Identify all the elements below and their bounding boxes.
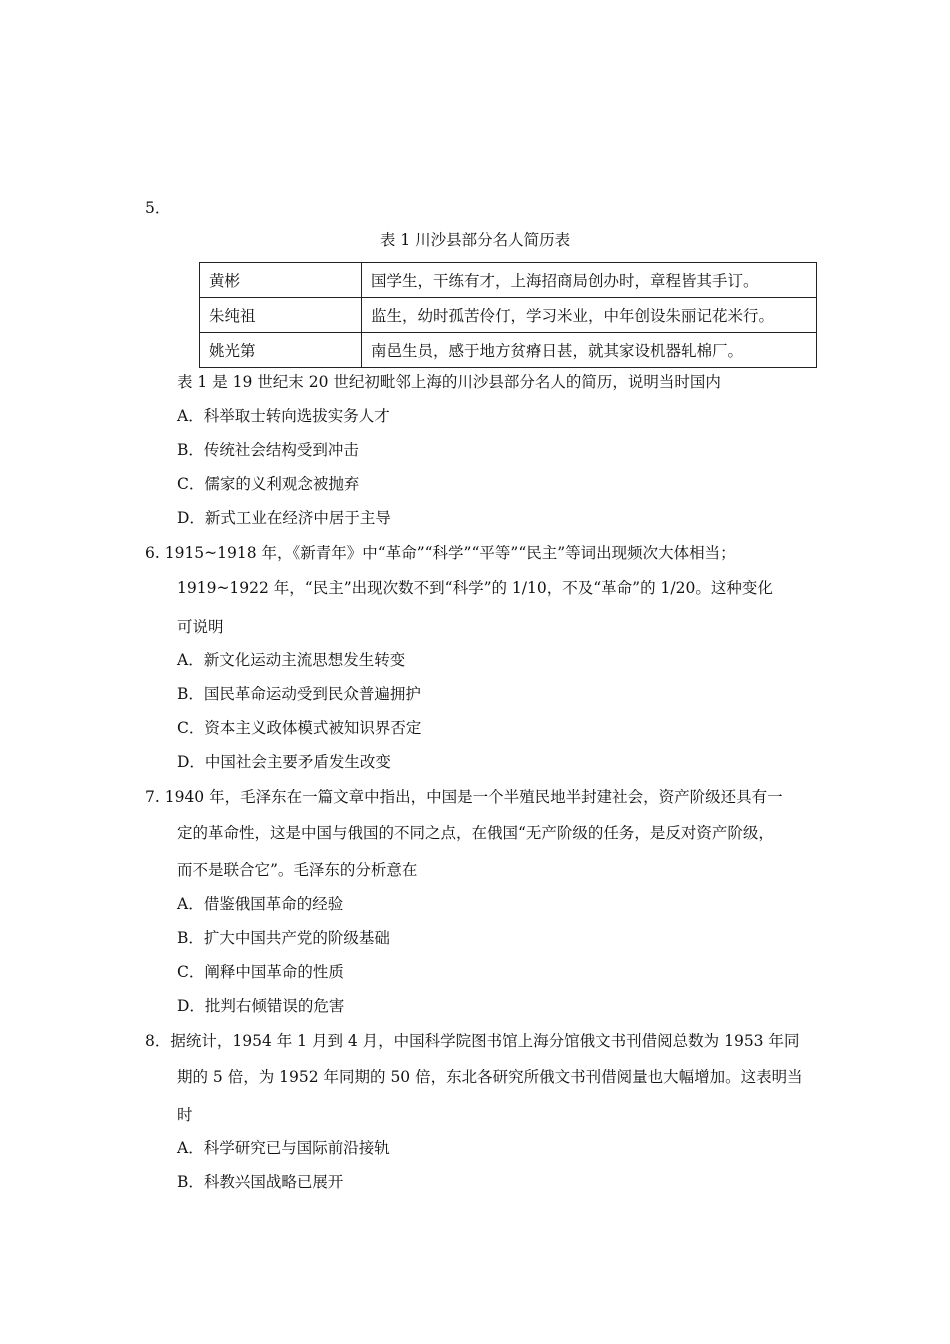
- question-7-option-d: D．批判右倾错误的危害: [177, 997, 345, 1015]
- question-7-option-c: C．阐释中国革命的性质: [177, 963, 344, 981]
- question-6-option-d: D．中国社会主要矛盾发生改变: [177, 753, 391, 771]
- question-6-option-c: C．资本主义政体模式被知识界否定: [177, 719, 422, 737]
- question-8-line-3: 时: [177, 1106, 193, 1124]
- question-7-line-1: 7. 1940 年，毛泽东在一篇文章中指出，中国是一个半殖民地半封建社会，资产阶级还具有一: [145, 788, 783, 806]
- table-row: [200, 298, 817, 333]
- question-5-option-c: C．儒家的义利观念被抛弃: [177, 475, 360, 493]
- table-cell-name: 朱纯祖: [200, 298, 362, 333]
- question-5-number: 5．: [145, 199, 171, 217]
- biography-table: [199, 262, 817, 368]
- question-8-option-b: B．科教兴国战略已展开: [177, 1173, 344, 1191]
- table-caption: 表 1 川沙县部分名人简历表: [379, 231, 571, 249]
- question-8-line-1: 8．据统计，1954 年 1 月到 4 月，中国科学院图书馆上海分馆俄文书刊借阅总数为 1953 年同: [145, 1032, 800, 1050]
- table-row: [200, 263, 817, 298]
- question-6-line-1: 6. 1915~1918 年，《新青年》中“革命”“科学”“平等”“民主”等词出现频次大体相当；: [145, 544, 736, 562]
- question-6-option-a: A．新文化运动主流思想发生转变: [177, 651, 406, 669]
- question-8-line-2: 期的 5 倍，为 1952 年同期的 50 倍，东北各研究所俄文书刊借阅量也大幅增加。这表明当: [177, 1068, 803, 1086]
- question-7-option-a: A．借鉴俄国革命的经验: [177, 895, 344, 913]
- question-7-line-3: 而不是联合它”。毛泽东的分析意在: [177, 861, 418, 879]
- question-5-option-a: A．科举取士转向选拔实务人才: [177, 407, 390, 425]
- table-cell-name: 姚光第: [200, 333, 362, 368]
- question-5-stem: 表 1 是 19 世纪末 20 世纪初毗邻上海的川沙县部分名人的简历，说明当时国内: [177, 373, 721, 391]
- question-7-line-2: 定的革命性，这是中国与俄国的不同之点，在俄国“无产阶级的任务，是反对资产阶级，: [177, 824, 774, 842]
- question-6-line-3: 可说明: [177, 618, 224, 636]
- question-5-option-d: D．新式工业在经济中居于主导: [177, 509, 391, 527]
- table-row: [200, 333, 817, 368]
- question-5-option-b: B．传统社会结构受到冲击: [177, 441, 359, 459]
- table-cell-name: 黄彬: [200, 263, 362, 298]
- table-cell-bio: 监生，幼时孤苦伶仃，学习米业，中年创设朱丽记花米行。: [362, 298, 817, 333]
- table-cell-bio: 国学生，干练有才，上海招商局创办时，章程皆其手订。: [362, 263, 817, 298]
- question-7-option-b: B．扩大中国共产党的阶级基础: [177, 929, 390, 947]
- question-6-line-2: 1919~1922 年，“民主”出现次数不到“科学”的 1/10，不及“革命”的 1/20。这种变化: [177, 579, 773, 597]
- question-6-option-b: B．国民革命运动受到民众普遍拥护: [177, 685, 421, 703]
- table-cell-bio: 南邑生员，感于地方贫瘠日甚，就其家设机器轧棉厂。: [362, 333, 817, 368]
- question-8-option-a: A．科学研究已与国际前沿接轨: [177, 1139, 390, 1157]
